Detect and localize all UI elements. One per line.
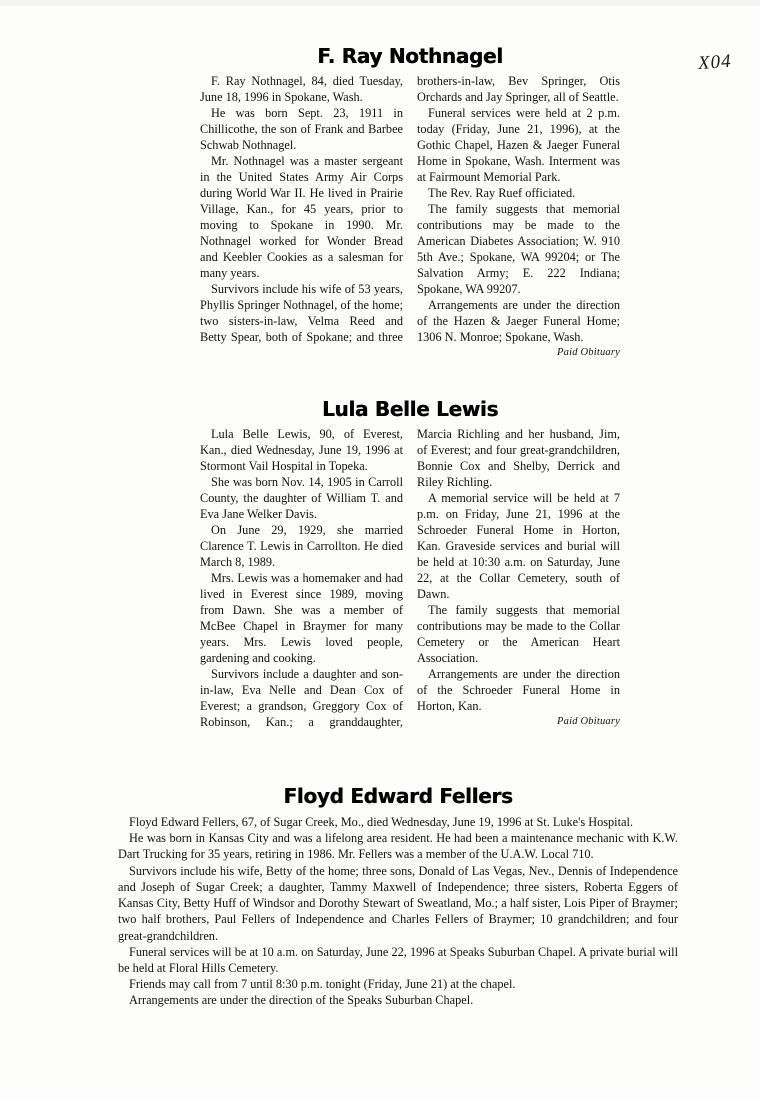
obituary-paragraph: He was born Sept. 23, 1911 in Chillicothe, the son of Frank and Barbee Schwab Nothnagel. xyxy=(200,105,403,152)
obituary-paragraph: The Rev. Ray Ruef officiated. xyxy=(428,185,576,200)
obituary-paragraph: Survivors include his wife of 53 years, Phyllis Springer Nothnagel, of the home; two sisters-in-law, Velma Reed and Betty Spear, both of Spokane; and three brothers-in-law, Bev Springer, Otis Orchards and Jay Springer, all of Seattle. xyxy=(200,74,620,344)
obituary-paragraph: F. Ray Nothnagel, 84, died Tuesday, June 18, 1996 in Spokane, Wash. xyxy=(200,74,403,104)
obituary-title: F. Ray Nothnagel xyxy=(317,44,503,68)
obituary-paragraph: Arrangements are under the direction of the Speaks Suburban Chapel. xyxy=(129,993,474,1008)
obituary-lewis xyxy=(200,398,620,731)
obituary-paragraph: Survivors include a daughter and son-in-law, Eva Nelle and Dean Cox of Everest; a grandson, Greggory Cox of Robinson, Kan.; a granddaughter, Marcia Richling and her husband, Jim, of Everest; and four great-grandchildren, Bonnie Cox and Shelby, Derrick and Riley Richling. xyxy=(200,427,620,729)
obituary-paragraph: A memorial service will be held at 7 p.m. on Friday, June 21, 1996 at the Schroeder Funeral Home in Horton, Kan. Graveside services and burial will be held at 10:30 a.m. on Saturday, June 22, at the Collar Cemetery, south of Dawn. xyxy=(417,490,620,601)
obituary-credit: Paid Obituary xyxy=(557,715,620,727)
obituary-paragraph: Funeral services will be at 10 a.m. on Saturday, June 22, 1996 at Speaks Suburban Chapel. A private burial will be held at Floral Hills Cemetery. xyxy=(118,944,678,975)
obituary-fellers xyxy=(118,785,678,1009)
obituary-body xyxy=(200,427,620,731)
obituary-paragraph: The family suggests that memorial contributions may be made to the Collar Cemetery or the American Heart Association. xyxy=(417,602,620,665)
obituary-paragraph: Mr. Nothnagel was a master sergeant in the United States Army Air Corps during World War II. He lived in Prairie Village, Kan., for 45 years, prior to moving to Spokane in 1990. Mr. Nothnagel worked for Wonder Bread and Keebler Cookies as a salesman for many years. xyxy=(200,153,403,280)
obituary-nothnagel xyxy=(200,45,620,359)
obituary-paragraph: Friends may call from 7 until 8:30 p.m. tonight (Friday, June 21) at the chapel. xyxy=(129,977,516,992)
obituary-paragraph: Mrs. Lewis was a homemaker and had lived in Everest since 1989, moving from Dawn. She was a member of McBee Chapel in Braymer for many years. Mrs. Lewis loved people, gardening and cooking. xyxy=(200,570,403,665)
obituary-paragraph: Arrangements are under the direction of the Schroeder Funeral Home in Horton, Kan. xyxy=(417,666,620,713)
obituary-title: Lula Belle Lewis xyxy=(321,397,499,421)
obituary-paragraph: She was born Nov. 14, 1905 in Carroll County, the daughter of William T. and Eva Jane Welker Davis. xyxy=(200,474,403,521)
obituary-paragraph: Lula Belle Lewis, 90, of Everest, Kan., died Wednesday, June 19, 1996 at Stormont Vail Hospital in Topeka. xyxy=(200,427,403,473)
obituary-paragraph: On June 29, 1929, she married Clarence T. Lewis in Carrollton. He died March 8, 1989. xyxy=(200,522,403,569)
obituary-paragraph: Floyd Edward Fellers, 67, of Sugar Creek, Mo., died Wednesday, June 19, 1996 at St. Luke's Hospital. xyxy=(129,815,633,829)
obituary-body xyxy=(118,814,678,1009)
obituary-paragraph: He was born in Kansas City and was a lifelong area resident. He had been a maintenance mechanic with K.W. Dart Trucking for 35 years, retiring in 1986. Mr. Fellers was a member of the U.A.W. Local 710. xyxy=(118,831,678,862)
obituary-paragraph: Arrangements are under the direction of the Hazen & Jaeger Funeral Home; 1306 N. Monroe; Spokane, Wash. xyxy=(417,297,620,344)
obituary-body xyxy=(200,74,620,359)
obituary-credit: Paid Obituary xyxy=(557,346,620,358)
obituary-paragraph: Survivors include his wife, Betty of the home; three sons, Donald of Las Vegas, Nev., Dennis of Independence and Joseph of Sugar Creek; a daughter, Tammy Maxwell of Independence; three sisters, Roberta Eggers of Kansas City, Betty Huff of Windsor and Dorothy Stewart of Sweatland, Mo.; a half sister, Lois Piper of Braymer; two half brothers, Paul Fellers of Independence and Charles Fellers of Braymer; 10 grandchildren; and four great-grandchildren. xyxy=(118,863,678,943)
archive-mark: X04 xyxy=(697,50,733,75)
obituary-title: Floyd Edward Fellers xyxy=(283,784,513,808)
obituary-paragraph: Funeral services were held at 2 p.m. today (Friday, June 21, 1996), at the Gothic Chapel, Hazen & Jaeger Funeral Home in Spokane, Wash. Interment was at Fairmount Memorial Park. xyxy=(417,105,620,184)
obituary-paragraph: The family suggests that memorial contributions may be made to the American Diabetes Association; W. 910 5th Ave.; Spokane, WA 99204; or The Salvation Army; E. 222 Indiana; Spokane, WA 99207. xyxy=(417,201,620,296)
